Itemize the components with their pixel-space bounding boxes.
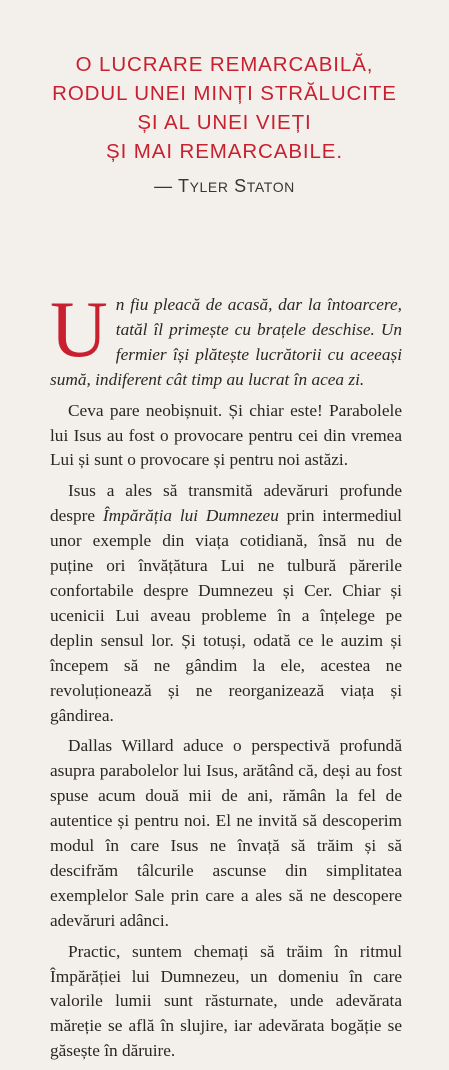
paragraph: Practic, suntem chemați să trăim în ritmul Împărăției lui Dumnezeu, un domeniu în care valorile lumii sunt răsturnate, unde adevărata măreție se află în slujire, iar adevărata bogăție se găsește în dăruire. xyxy=(50,941,402,1061)
paragraph-text: n fiu pleacă de acasă, dar la întoarcere, tatăl îl primește cu brațele deschise. Un fermier își plătește lucrătorii cu aceeași sumă, indiferent cât timp au lucrat în acea zi. xyxy=(50,295,402,389)
endorsement-author xyxy=(0,176,449,197)
author-first-rest: YLER xyxy=(189,179,229,195)
author-last-initial: S xyxy=(234,176,247,196)
paragraph-intro xyxy=(50,286,402,393)
paragraph: Dallas Willard aduce o perspectivă profundă asupra parabolelor lui Isus, arătând că, deși au fost spuse acum două mii de ani, rămân la fel de autentice și pentru noi. El ne invită să descoperim modul în care Isus ne învață să trăim și să descifrăm tâlcurile ascunse din simplitatea exemplelor Sale prin care a ales să ne descopere adevăruri adânci. xyxy=(50,736,402,930)
book-description xyxy=(50,286,402,1070)
blurb-line: RODUL UNEI MINȚI STRĂLUCITE xyxy=(52,82,397,105)
paragraph xyxy=(50,479,402,728)
paragraph-text: Isus a ales să transmită adevăruri profunde despre xyxy=(50,481,402,526)
blurb-line: ȘI AL UNEI VIEȚI xyxy=(137,111,312,134)
blurb-line: O LUCRARE REMARCABILĂ, xyxy=(75,53,374,76)
paragraph-text: prin intermediul unor exemple din viața cotidiană, însă nu de puține ori învățătura Lui ne tulbură părerile confortabile despre Dumnezeu și Cer. Chiar și ucenicii Lui aveau probleme în a înțelege pe deplin sensul lor. Și totuși, odată ce le auzim și începem să ne gândim la ele, acestea ne revoluționează și ne reorganizează viața și gândirea. xyxy=(50,506,402,725)
drop-cap: U xyxy=(50,286,108,374)
author-last-rest: TATON xyxy=(246,179,295,195)
endorsement-blurb xyxy=(0,50,449,197)
attribution-dash: — xyxy=(154,176,178,196)
italic-phrase: Împărăția lui Dumnezeu xyxy=(102,506,279,526)
author-first-initial: T xyxy=(177,176,190,196)
paragraph: Ceva pare neobișnuit. Și chiar este! Parabolele lui Isus au fost o provocare pentru cei din vremea Lui și sunt o provocare și pentru noi astăzi. xyxy=(50,400,402,470)
blurb-line: ȘI MAI REMARCABILE. xyxy=(106,140,343,163)
